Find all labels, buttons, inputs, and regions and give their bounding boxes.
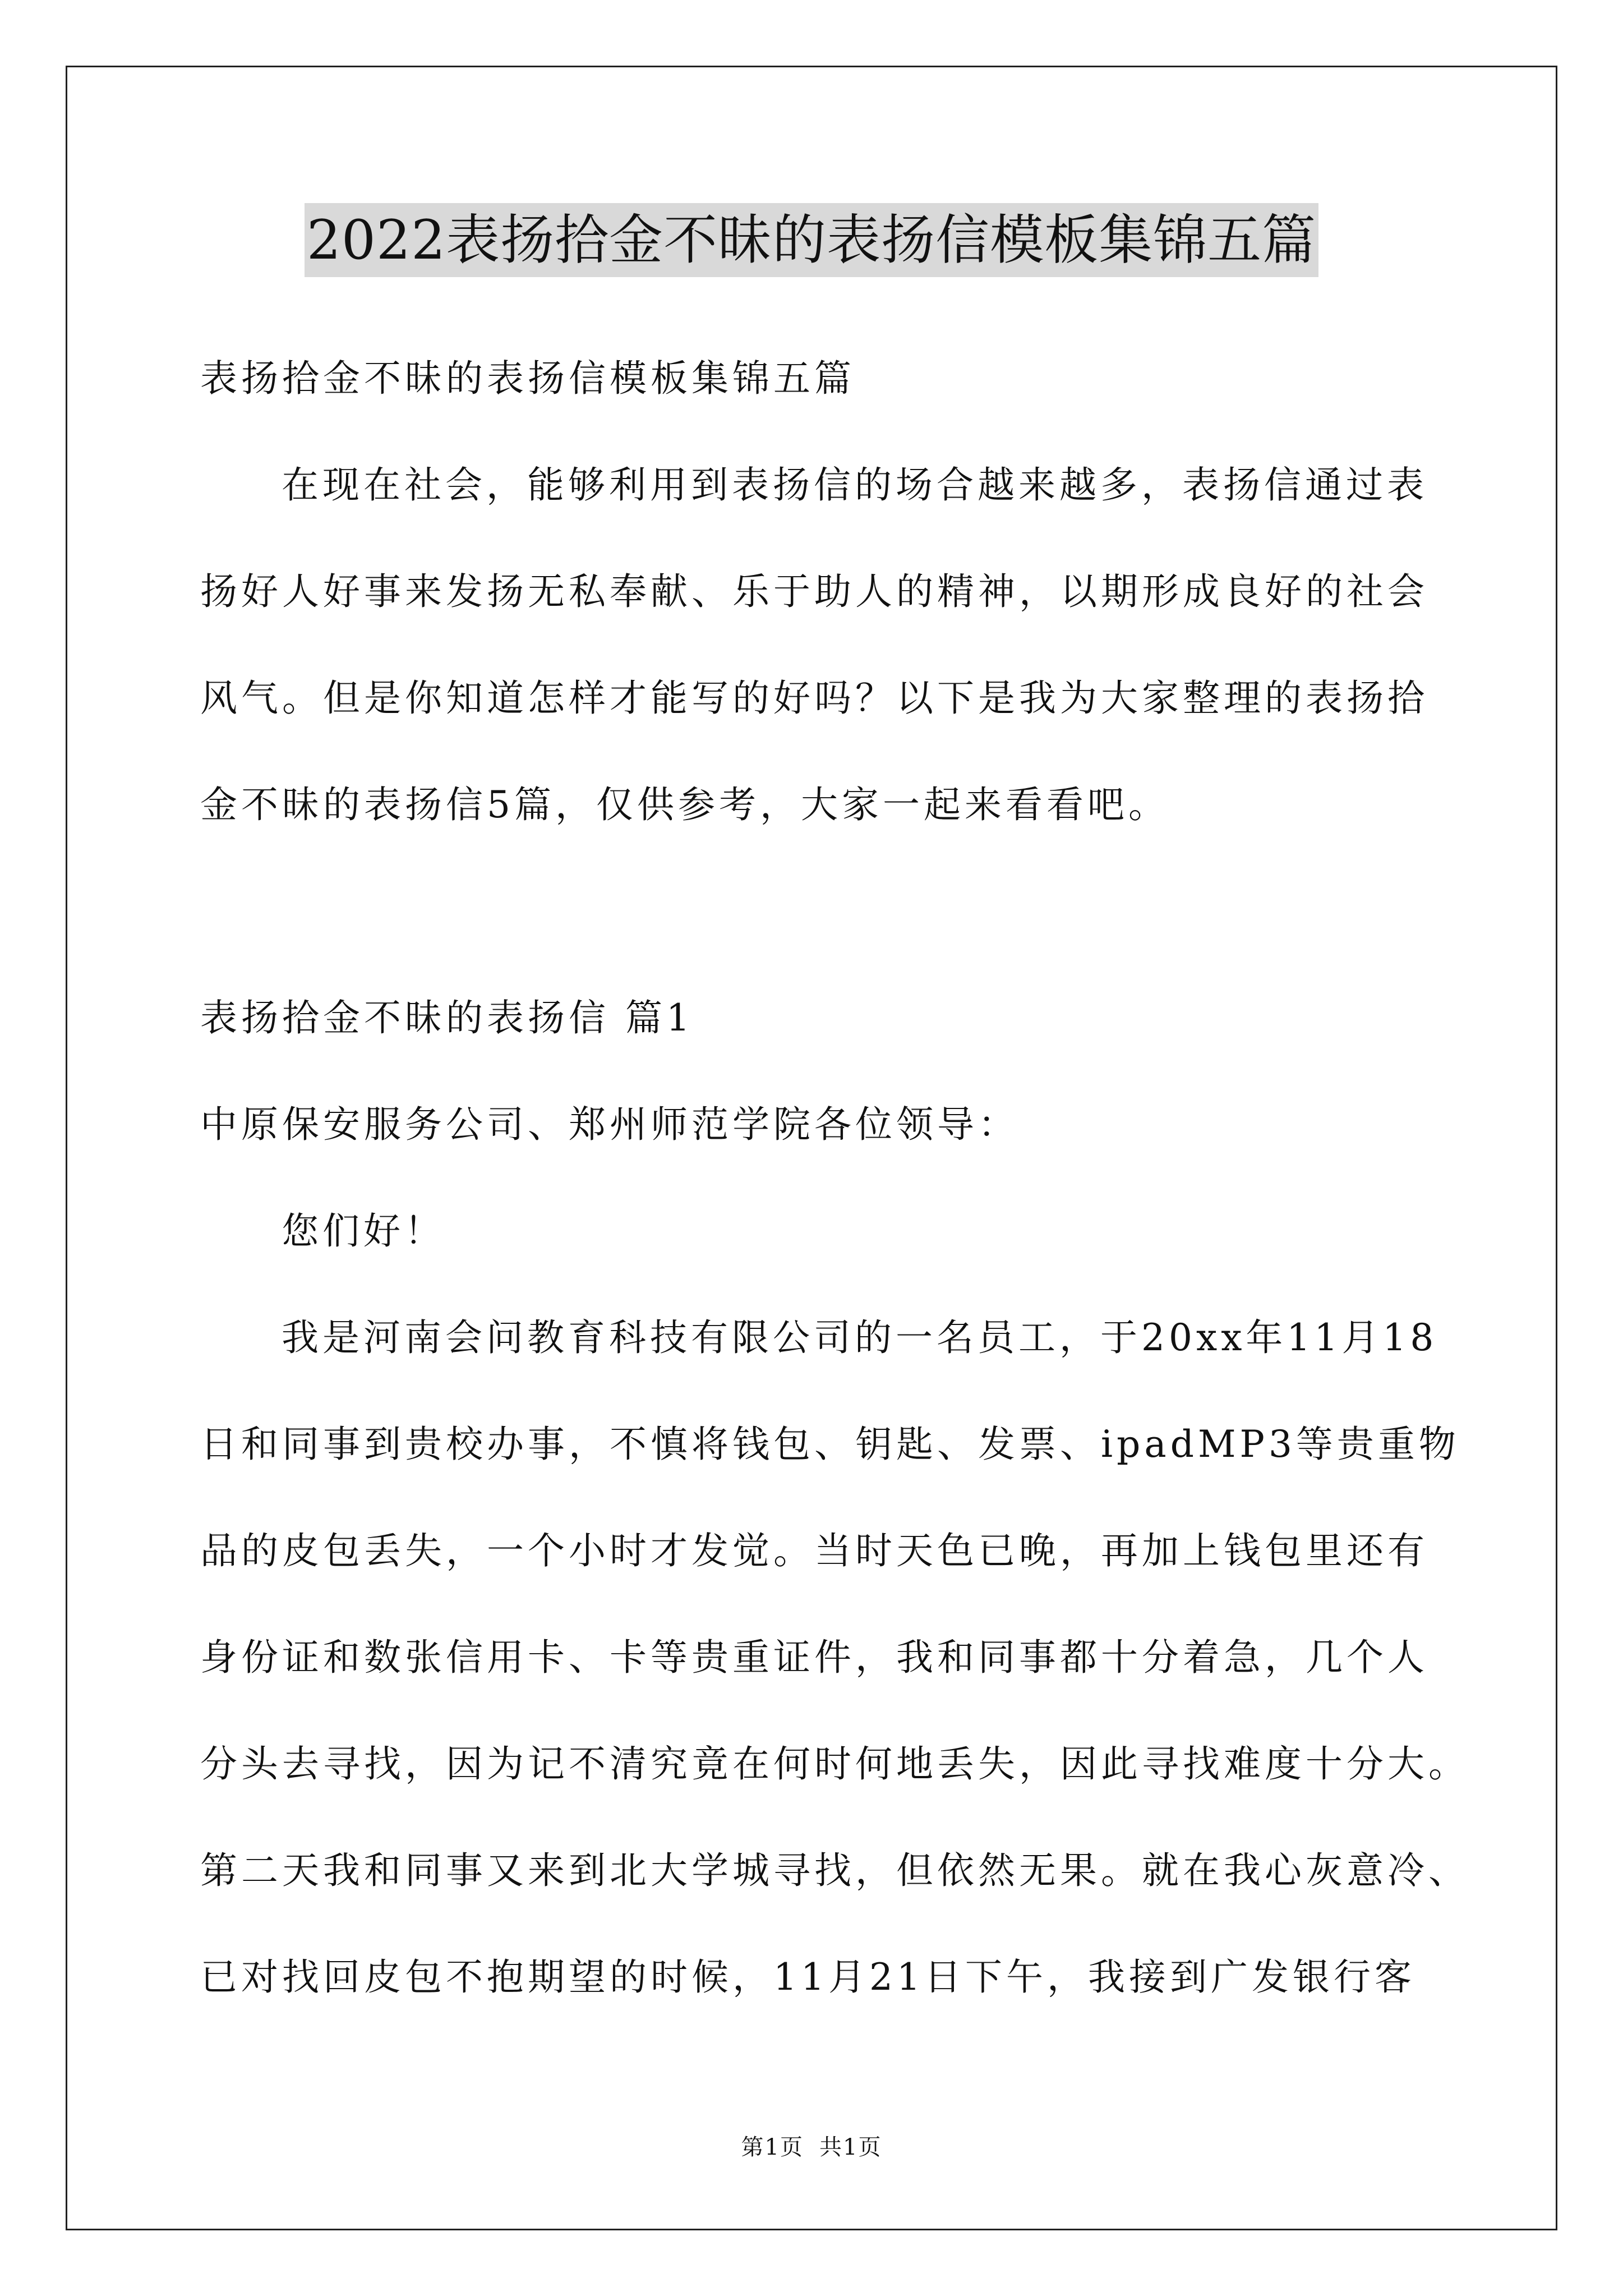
body-line-2: 日和同事到贵校办事，不慎将钱包、钥匙、发票、ipadMP3等贵重物 (200, 1423, 1460, 1466)
intro-line-2: 扬好人好事来发扬无私奉献、乐于助人的精神，以期形成良好的社会 (200, 570, 1428, 613)
intro-line-4: 金不昧的表扬信5篇，仅供参考，大家一起来看看吧。 (200, 783, 1169, 826)
intro-line-1: 在现在社会，能够利用到表扬信的场合越来越多，表扬信通过表 (282, 463, 1428, 507)
section-heading: 表扬拾金不昧的表扬信 篇1 (200, 996, 694, 1039)
title-container (0, 203, 1623, 277)
page-footer (0, 2132, 1623, 2163)
document-subtitle: 表扬拾金不昧的表扬信模板集锦五篇 (200, 357, 855, 400)
body-line-6: 第二天我和同事又来到北大学城寻找，但依然无果。就在我心灰意冷、 (200, 1849, 1469, 1892)
body-line-5: 分头去寻找，因为记不清究竟在何时何地丢失，因此寻找难度十分大。 (200, 1742, 1469, 1786)
page-total: 共1页 (819, 2134, 882, 2160)
body-line-7: 已对找回皮包不抱期望的时候，11月21日下午，我接到广发银行客 (200, 1955, 1415, 1999)
greeting: 您们好！ (282, 1209, 445, 1253)
intro-line-3: 风气。但是你知道怎样才能写的好吗？以下是我为大家整理的表扬拾 (200, 677, 1428, 720)
body-line-1: 我是河南会问教育科技有限公司的一名员工，于20xx年11月18 (282, 1316, 1438, 1359)
body-line-4: 身份证和数张信用卡、卡等贵重证件，我和同事都十分着急，几个人 (200, 1636, 1428, 1679)
document-title: 2022表扬拾金不昧的表扬信模板集锦五篇 (305, 203, 1318, 277)
body-line-3: 品的皮包丢失，一个小时才发觉。当时天色已晚，再加上钱包里还有 (200, 1529, 1428, 1572)
page-number: 第1页 (741, 2134, 804, 2160)
salutation: 中原保安服务公司、郑州师范学院各位领导： (200, 1103, 1019, 1146)
